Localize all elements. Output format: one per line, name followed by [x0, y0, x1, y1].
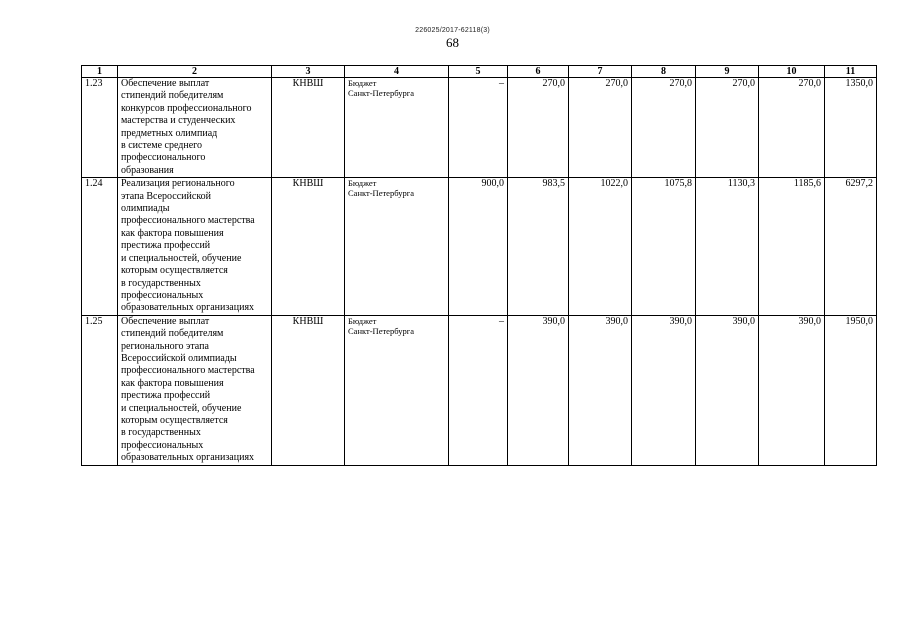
column-header: 8: [632, 66, 696, 78]
row-number: 1.23: [82, 78, 118, 178]
page-number: 68: [446, 35, 459, 50]
row-total: 6297,2: [825, 178, 877, 315]
row-value: 390,0: [759, 315, 825, 465]
row-value: –: [449, 78, 508, 178]
row-value: 900,0: [449, 178, 508, 315]
column-header: 11: [825, 66, 877, 78]
row-executor: КНВШ: [272, 78, 345, 178]
row-value: –: [449, 315, 508, 465]
row-funding-source: Бюджет Санкт-Петербурга: [345, 315, 449, 465]
table-header-row: [82, 66, 877, 78]
row-number: 1.24: [82, 178, 118, 315]
column-header: 7: [569, 66, 632, 78]
column-header: 6: [508, 66, 569, 78]
column-header: 3: [272, 66, 345, 78]
row-executor: КНВШ: [272, 178, 345, 315]
document-id: 226025/2017-62118(3): [415, 27, 490, 34]
row-value: 270,0: [508, 78, 569, 178]
column-header: 1: [82, 66, 118, 78]
column-header: 5: [449, 66, 508, 78]
row-value: 983,5: [508, 178, 569, 315]
row-value: 270,0: [696, 78, 759, 178]
row-value: 390,0: [569, 315, 632, 465]
row-funding-source: Бюджет Санкт-Петербурга: [345, 78, 449, 178]
row-activity-name: Обеспечение выплат стипендий победителям регионального этапа Всероссийской олимпиады профессионального мастерства как фактора повышения престижа профессий и специальностей, обучение которым осуществляется в государственных профессиональных образовательных организациях: [118, 315, 272, 465]
column-header: 4: [345, 66, 449, 78]
table-row: [82, 78, 877, 178]
row-value: 1075,8: [632, 178, 696, 315]
row-funding-source: Бюджет Санкт-Петербурга: [345, 178, 449, 315]
table-row: [82, 315, 877, 465]
row-value: 270,0: [569, 78, 632, 178]
row-value: 270,0: [759, 78, 825, 178]
row-value: 390,0: [696, 315, 759, 465]
column-header: 9: [696, 66, 759, 78]
row-executor: КНВШ: [272, 315, 345, 465]
table-row: [82, 178, 877, 315]
row-activity-name: Реализация регионального этапа Всероссийской олимпиады профессионального мастерства как фактора повышения престижа профессий и специальностей, обучение которым осуществляется в государственных профессиональных образовательных организациях: [118, 178, 272, 315]
row-value: 270,0: [632, 78, 696, 178]
row-total: 1950,0: [825, 315, 877, 465]
column-header: 2: [118, 66, 272, 78]
row-activity-name: Обеспечение выплат стипендий победителям конкурсов профессионального мастерства и студенческих предметных олимпиад в системе среднего профессионального образования: [118, 78, 272, 178]
row-value: 1185,6: [759, 178, 825, 315]
column-header: 10: [759, 66, 825, 78]
row-value: 390,0: [632, 315, 696, 465]
row-value: 390,0: [508, 315, 569, 465]
row-value: 1130,3: [696, 178, 759, 315]
row-number: 1.25: [82, 315, 118, 465]
row-value: 1022,0: [569, 178, 632, 315]
row-total: 1350,0: [825, 78, 877, 178]
budget-table: [81, 65, 877, 466]
